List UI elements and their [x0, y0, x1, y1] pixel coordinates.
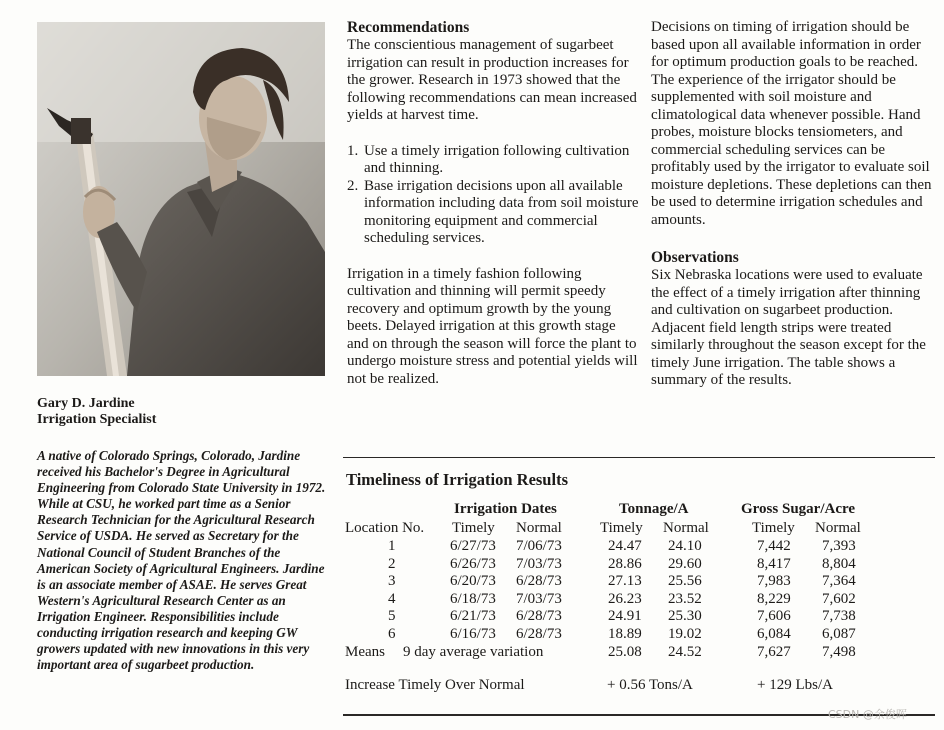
cell-tonnage-timely: 18.89 [608, 625, 642, 642]
cell-sugar-timely: 7,442 [757, 538, 791, 554]
observations-paragraph: Six Nebraska locations were used to evaluate the effect of a timely irrigation after thinning and cultivation on sugarbeet production. Adjacent field length strips were treated similarly throughout the season except for the timely June irrigation. The table shows a summary of the results. [651, 267, 926, 388]
table-title: Timeliness of Irrigation Results [346, 470, 568, 489]
cell-location: 1 [388, 538, 396, 554]
cell-tonnage-normal: 25.30 [668, 608, 702, 624]
watermark: CSDN @余俊晖 [828, 708, 907, 721]
recommendations-column [347, 19, 639, 388]
cell-date-timely: 6/26/73 [450, 555, 496, 572]
subheader-dates-timely: Timely [452, 520, 495, 536]
subheader-tonnage-normal: Normal [663, 520, 709, 536]
subheader-tonnage-timely: Timely [600, 520, 643, 536]
header-irrigation-dates: Irrigation Dates [454, 501, 557, 517]
subheader-sugar-timely: Timely [752, 520, 795, 536]
cell-sugar-normal: 6,087 [822, 625, 856, 642]
cell-date-normal: 6/28/73 [516, 573, 562, 589]
means-sugar-timely: 7,627 [757, 644, 791, 660]
cell-tonnage-timely: 27.13 [608, 573, 642, 589]
cell-sugar-timely: 7,983 [757, 573, 791, 589]
list-item-number: 2. [347, 177, 359, 194]
list-item-number: 1. [347, 142, 359, 159]
cell-location: 5 [388, 608, 396, 624]
recommendations-paragraph: Irrigation in a timely fashion following cultivation and thinning will permit speedy recovery and optimum growth by the young beets. Delayed irrigation at this growth stage and on through the season will force the plant to undergo moisture stress and potential yields will not be realized. [347, 265, 638, 387]
portrait-illustration [37, 22, 325, 376]
cell-date-normal: 7/06/73 [516, 538, 562, 554]
list-item [347, 143, 639, 178]
cell-sugar-normal: 7,393 [822, 538, 856, 554]
profile-name: Gary D. Jardine [37, 396, 135, 411]
cell-date-normal: 6/28/73 [516, 625, 562, 642]
cell-tonnage-normal: 24.10 [668, 538, 702, 554]
cell-tonnage-normal: 19.02 [668, 625, 702, 642]
means-sugar-normal: 7,498 [822, 644, 856, 660]
cell-tonnage-normal: 25.56 [668, 573, 702, 589]
means-tonnage-normal: 24.52 [668, 644, 702, 660]
cell-date-timely: 6/16/73 [450, 625, 496, 642]
means-label: Means [345, 644, 385, 660]
cell-date-normal: 7/03/73 [516, 590, 562, 607]
cell-tonnage-normal: 29.60 [668, 555, 702, 572]
cell-date-timely: 6/20/73 [450, 573, 496, 589]
cell-sugar-normal: 8,804 [822, 555, 856, 572]
increase-tonnage: + 0.56 Tons/A [607, 677, 693, 693]
right-column [651, 19, 936, 390]
subheader-sugar-normal: Normal [815, 520, 861, 536]
recommendations-intro: The conscientious management of sugarbeet irrigation can result in production increases for the grower. Research in 1973 showed that the following recommendations can mean increased yields at harvest time. [347, 37, 637, 123]
table-top-rule [343, 457, 935, 458]
cell-date-timely: 6/27/73 [450, 538, 496, 554]
subheader-location: Location No. [345, 520, 425, 536]
means-tonnage-timely: 25.08 [608, 644, 642, 660]
cell-tonnage-timely: 24.91 [608, 608, 642, 624]
recommendations-list [347, 143, 639, 248]
list-item [347, 178, 639, 248]
increase-sugar: + 129 Lbs/A [757, 677, 833, 693]
cell-location: 3 [388, 573, 396, 589]
cell-sugar-normal: 7,738 [822, 608, 856, 624]
cell-tonnage-timely: 28.86 [608, 555, 642, 572]
cell-sugar-timely: 8,229 [757, 590, 791, 607]
cell-date-timely: 6/21/73 [450, 608, 496, 624]
profile-caption [37, 396, 156, 428]
profile-title: Irrigation Specialist [37, 412, 157, 427]
cell-location: 4 [388, 590, 396, 607]
cell-tonnage-normal: 23.52 [668, 590, 702, 607]
cell-date-normal: 7/03/73 [516, 555, 562, 572]
observations-heading: Observations [651, 249, 739, 266]
cell-sugar-normal: 7,364 [822, 573, 856, 589]
cell-date-normal: 6/28/73 [516, 608, 562, 624]
cell-date-timely: 6/18/73 [450, 590, 496, 607]
means-note: 9 day average variation [403, 644, 544, 660]
cell-location: 6 [388, 625, 396, 642]
cell-sugar-timely: 8,417 [757, 555, 791, 572]
cell-tonnage-timely: 24.47 [608, 538, 642, 554]
cell-tonnage-timely: 26.23 [608, 590, 642, 607]
cell-sugar-timely: 6,084 [757, 625, 791, 642]
header-tonnage: Tonnage/A [619, 501, 689, 517]
header-gross-sugar: Gross Sugar/Acre [741, 501, 856, 517]
portrait-photo [37, 22, 325, 376]
increase-label: Increase Timely Over Normal [345, 677, 525, 693]
cell-location: 2 [388, 555, 396, 572]
timing-paragraph: Decisions on timing of irrigation should be based upon all available information in order for optimum production goals to be reached. The experience of the irrigator should be supplemented with soil moisture and climatological data whenever possible. Hand probes, moisture blocks tensiometers, and commercial scheduling services can be profitably used by the irrigator to evaluate soil moisture depletions. These depletions can then be used to determine irrigation schedules and amounts. [651, 19, 932, 228]
cell-sugar-timely: 7,606 [757, 608, 791, 624]
cell-sugar-normal: 7,602 [822, 590, 856, 607]
profile-bio: A native of Colorado Springs, Colorado, Jardine received his Bachelor's Degree in Agricultural Engineering from Colorado State University in 1972. While at CSU, he worked part time as a Senior Research Technician for the Agricultural Research Service of USDA. He served as Secretary for the National Council of Student Branches of the American Society of Agricultural Engineers. Jardine is an associate member of ASAE. He serves Great Western's Agricultural Research Center as an Irrigation Engineer. Responsibilities include conducting irrigation research and keeping GW growers updated with new innovations in this very important area of sugarbeet production. [37, 448, 326, 673]
subheader-dates-normal: Normal [516, 520, 562, 536]
list-item-text: Use a timely irrigation following cultivation and thinning. [364, 142, 630, 176]
recommendations-heading: Recommendations [347, 19, 470, 36]
list-item-text: Base irrigation decisions upon all available information including data from soil moisture monitoring equipment and commercial scheduling services. [364, 177, 639, 246]
